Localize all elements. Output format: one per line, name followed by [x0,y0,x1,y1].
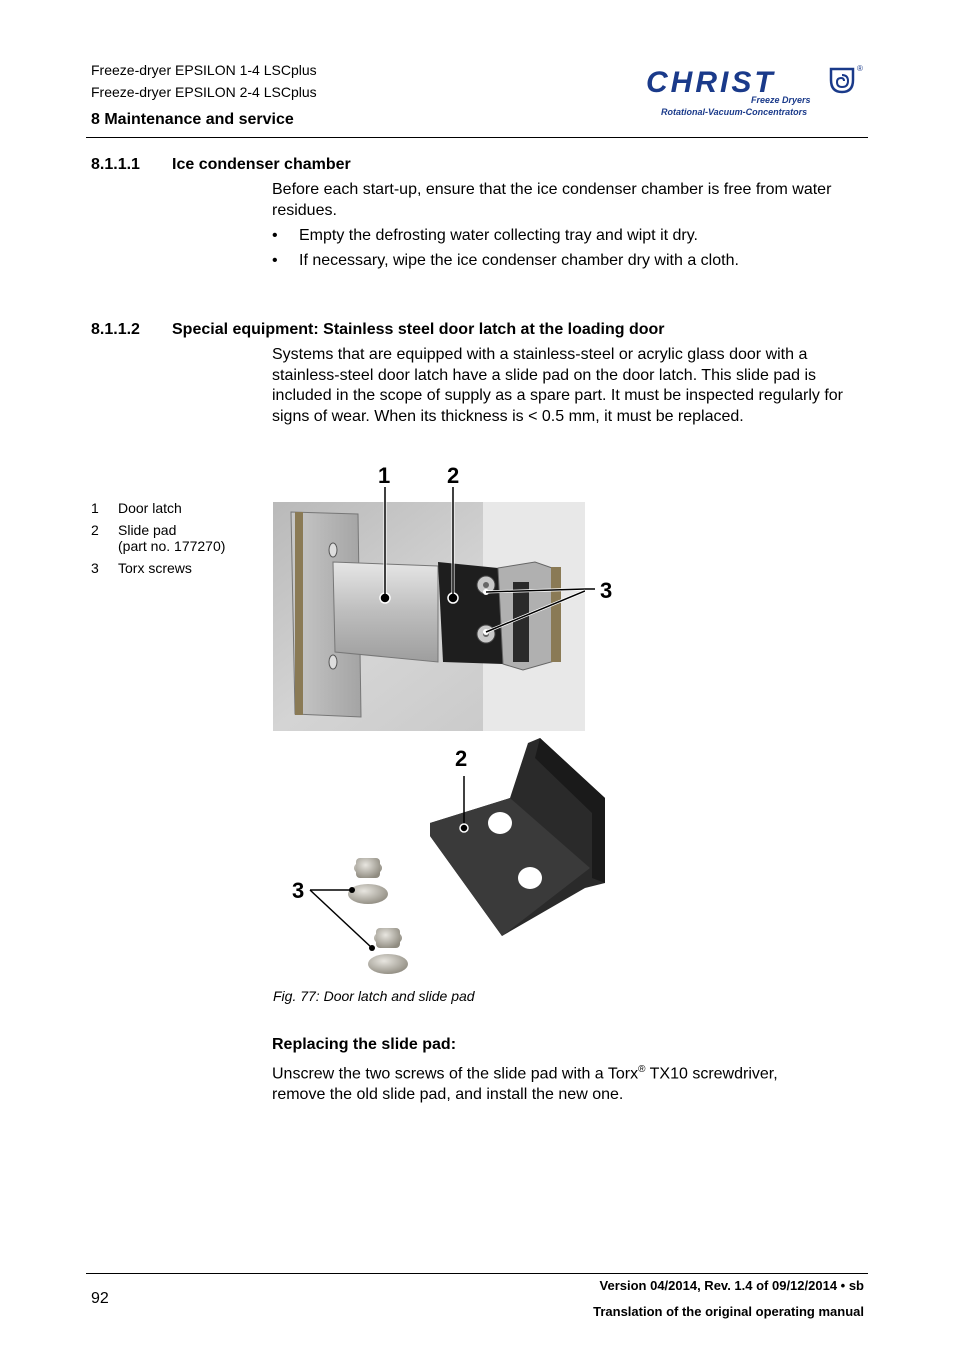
legend-sublabel: (part no. 177270) [118,538,226,554]
section-number: 8.1.1.2 [91,321,140,338]
bullet: • [272,252,278,269]
procedure-text-part: remove the old slide pad, and install the new one. [272,1085,624,1103]
callout-leader-lines [273,485,613,595]
registered-mark: ® [638,1064,646,1075]
list-item [272,226,862,248]
page-number: 92 [91,1290,109,1307]
christ-logo [640,62,865,120]
section-title: Ice condenser chamber [172,156,351,173]
figure-legend [91,500,261,580]
legend-item [91,522,261,560]
footer-translation-note: Translation of the original operating manual [593,1304,864,1319]
callout-3: 3 [600,578,613,603]
logo-spiral-icon [828,66,856,94]
logo-wordmark: CHRIST [646,66,776,99]
slide-pad-and-screws-illustration [280,738,620,978]
legend-item [91,560,261,580]
legend-item [91,500,261,522]
bullet: • [272,227,278,244]
procedure-text-part: TX10 screwdriver, [645,1065,778,1083]
list-item-text: Empty the defrosting water collecting tray and wipt it dry. [299,227,698,244]
legend-number: 3 [91,560,99,576]
footer-rule [86,1273,868,1274]
legend-label: Door latch [118,500,182,516]
section-title: Special equipment: Stainless steel door latch at the loading door [172,321,665,338]
legend-label: Torx screws [118,560,192,576]
procedure-heading: Replacing the slide pad: [272,1036,457,1053]
legend-label: Slide pad [118,522,177,538]
logo-registered-mark: ® [857,64,863,73]
section-paragraph: Systems that are equipped with a stainless-steel or acrylic glass door with a stainless-steel door latch have a slide pad on the door latch. This slide pad is included in the scope of supply as a spare part. It must be inspected regularly for signs of wear. When its thickness is < 0.5 mm, it must be replaced. [272,346,843,425]
list-item [272,251,862,273]
header-product-line-1: Freeze-dryer EPSILON 1-4 LSCplus [91,62,317,78]
figure-caption: Fig. 77: Door latch and slide pad [273,988,475,1004]
header-rule [86,137,868,138]
procedure-text [272,1060,864,1105]
callout-1: 1 [378,463,391,488]
callout-3: 3 [292,878,305,903]
header-chapter-title: 8 Maintenance and service [91,111,294,128]
footer-version: Version 04/2014, Rev. 1.4 of 09/12/2014 • sb [599,1278,864,1293]
callout-2: 2 [455,746,468,771]
logo-tagline-freeze-dryers: Freeze Dryers [751,95,811,105]
section-paragraph: Before each start-up, ensure that the ice condenser chamber is free from water residues. [272,181,832,219]
procedure-text-part: Unscrew the two screws of the slide pad with a Torx [272,1065,639,1083]
callout-2: 2 [447,463,460,488]
legend-number: 2 [91,522,99,538]
legend-number: 1 [91,500,99,516]
logo-tagline-concentrators: Rotational-Vacuum-Concentrators [661,107,808,117]
header-product-line-2: Freeze-dryer EPSILON 2-4 LSCplus [91,84,317,100]
list-item-text: If necessary, wipe the ice condenser chamber dry with a cloth. [299,252,739,269]
section-number: 8.1.1.1 [91,156,140,173]
